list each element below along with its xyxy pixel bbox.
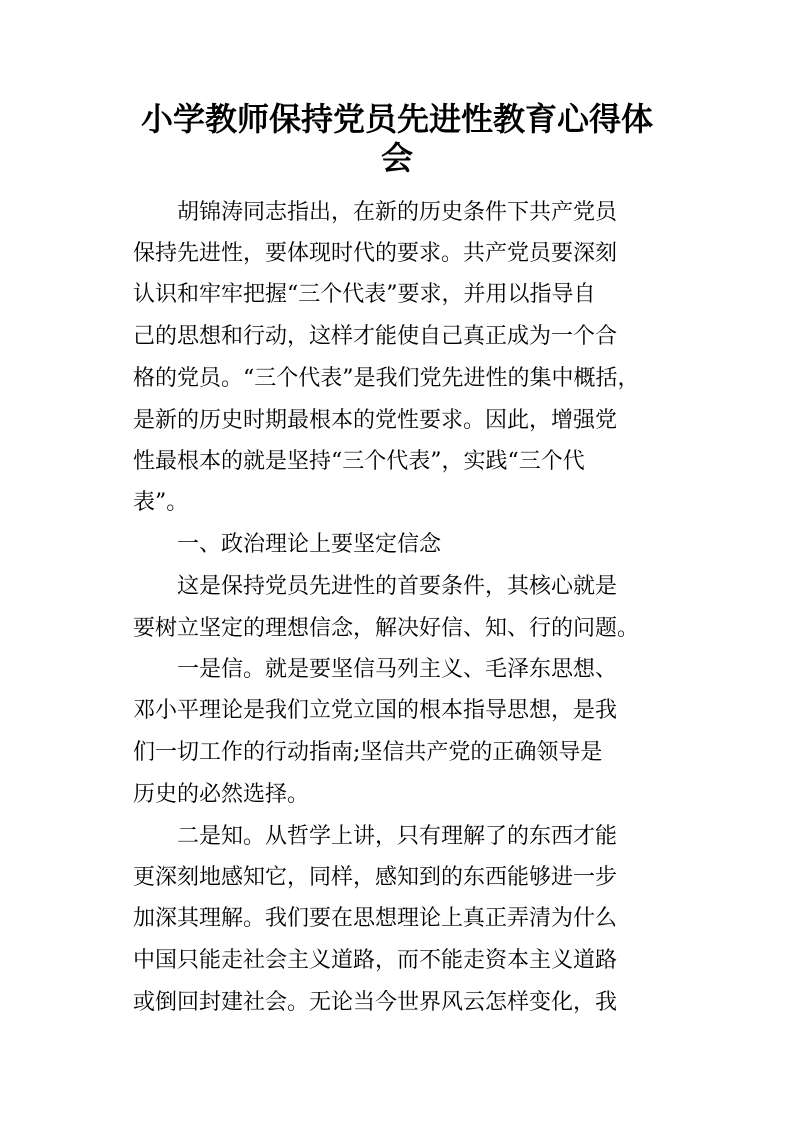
body-text-line: 加深其理解。我们要在思想理论上真正弄清为什么 bbox=[133, 906, 618, 931]
body-text-line: 们一切工作的行动指南;坚信共产党的正确领导是 bbox=[133, 740, 603, 765]
body-text-line: 二是知。从哲学上讲，只有理解了的东西才能 bbox=[133, 824, 618, 849]
section-heading: 一、政治理论上要坚定信念 bbox=[133, 532, 442, 557]
body-text-line: 或倒回封建社会。无论当今世界风云怎样变化，我 bbox=[133, 990, 618, 1015]
document-title-line-2: 会 bbox=[380, 139, 413, 177]
body-text-line: 认识和牢牢把握“三个代表”要求，并用以指导自 bbox=[133, 282, 596, 307]
document-title-line-1: 小学教师保持党员先进性教育心得体 bbox=[140, 100, 653, 138]
body-text-line: 己的思想和行动，这样才能使自己真正成为一个合 bbox=[133, 324, 618, 349]
body-text-line: 邓小平理论是我们立党立国的根本指导思想，是我 bbox=[133, 698, 618, 723]
body-text-line: 更深刻地感知它，同样，感知到的东西能够进一步 bbox=[133, 865, 618, 890]
body-text-line: 一是信。就是要坚信马列主义、毛泽东思想、 bbox=[133, 657, 618, 682]
body-text-line: 要树立坚定的理想信念，解决好信、知、行的问题。 bbox=[133, 616, 640, 641]
body-text-line: 历史的必然选择。 bbox=[133, 782, 310, 807]
body-text-line: 性最根本的就是坚持“三个代表”，实践“三个代 bbox=[133, 449, 585, 474]
body-text-line: 保持先进性，要体现时代的要求。共产党员要深刻 bbox=[133, 241, 618, 266]
body-text-line: 是新的历史时期最根本的党性要求。因此，增强党 bbox=[133, 408, 618, 433]
body-text-line: 胡锦涛同志指出，在新的历史条件下共产党员 bbox=[133, 200, 618, 225]
body-text-line: 中国只能走社会主义道路，而不能走资本主义道路 bbox=[133, 948, 618, 973]
body-text-line: 表”。 bbox=[133, 490, 189, 515]
body-text-line: 格的党员。“三个代表”是我们党先进性的集中概括， bbox=[133, 366, 640, 391]
body-text-line: 这是保持党员先进性的首要条件，其核心就是 bbox=[133, 574, 618, 599]
